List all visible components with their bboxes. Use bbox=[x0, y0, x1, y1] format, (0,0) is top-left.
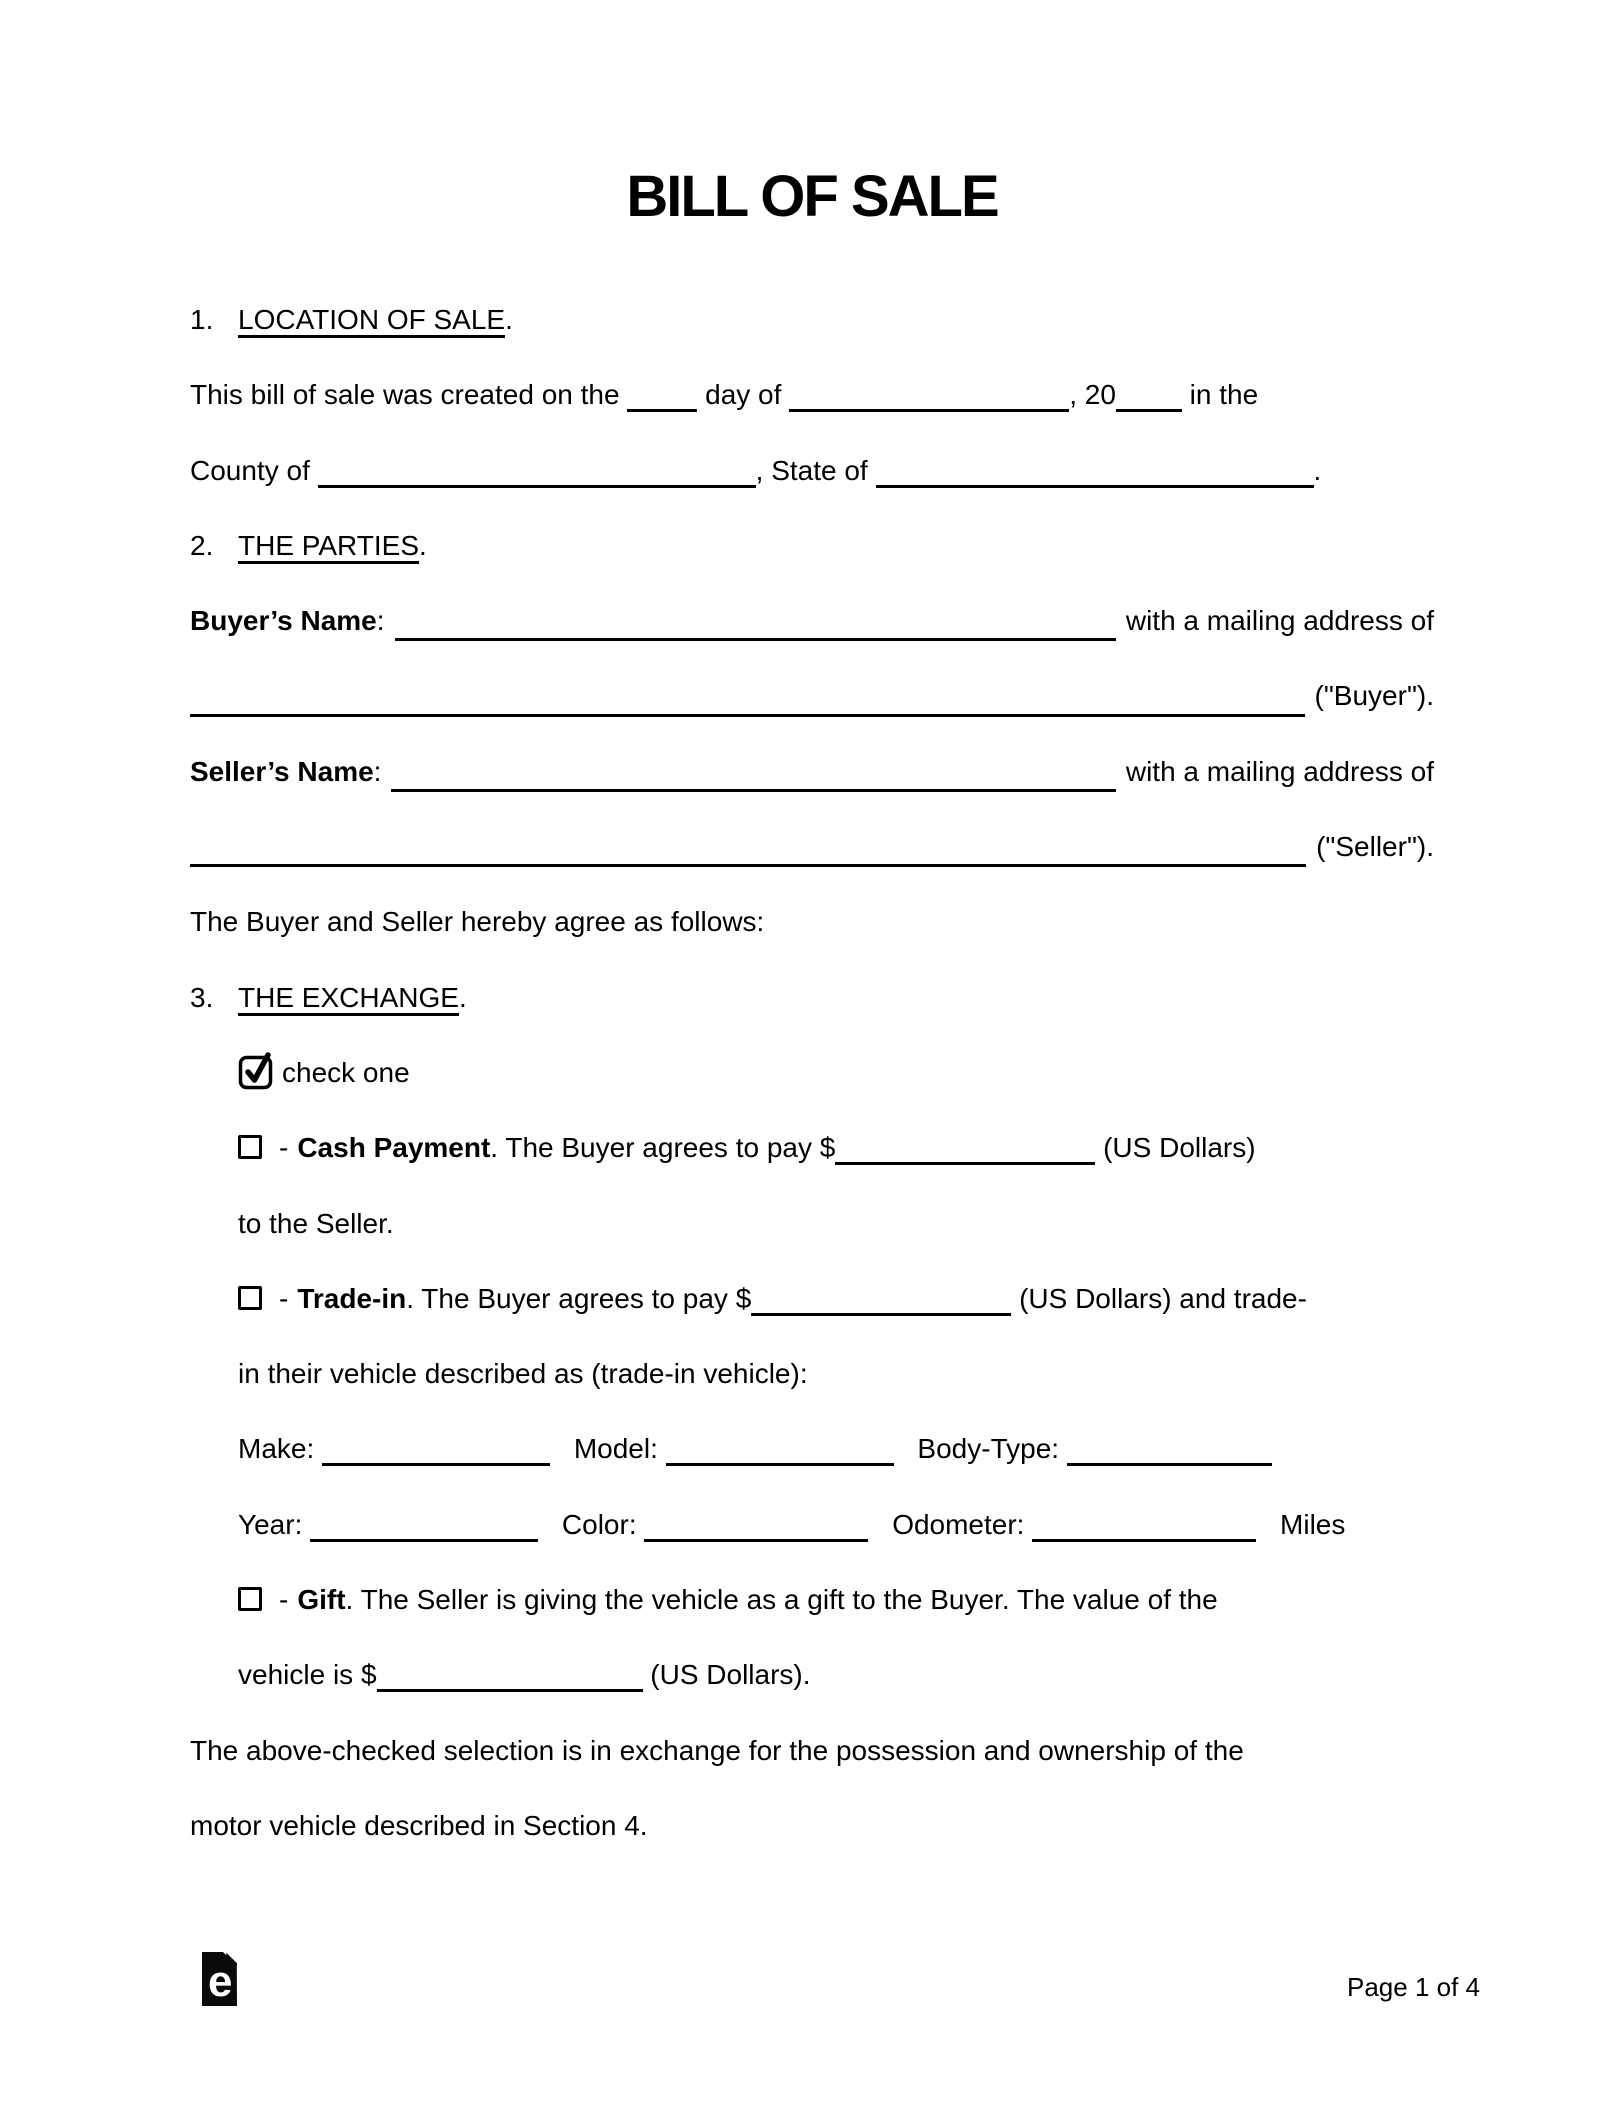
comma-20-text: , 20 bbox=[1069, 379, 1116, 411]
cash-payment-label: Cash Payment bbox=[297, 1132, 491, 1164]
trade-in-vehicle-text: in their vehicle described as (trade-in vehicle): bbox=[238, 1358, 808, 1390]
odometer-blank[interactable] bbox=[1032, 1531, 1256, 1542]
day-blank[interactable] bbox=[627, 401, 697, 412]
gift-after-text: (US Dollars). bbox=[650, 1659, 811, 1691]
make-blank[interactable] bbox=[322, 1455, 550, 1466]
year-label: Year: bbox=[238, 1508, 303, 1540]
created-text: This bill of sale was created on the bbox=[190, 379, 620, 411]
seller-paren-text: ("Seller"). bbox=[1316, 831, 1434, 863]
section-3-heading-text: THE EXCHANGE bbox=[238, 982, 459, 1016]
section-1-heading-text: LOCATION OF SALE bbox=[238, 304, 505, 338]
closing-text-2: motor vehicle described in Section 4. bbox=[190, 1809, 648, 1841]
seller-name-line bbox=[190, 734, 1434, 809]
month-blank[interactable] bbox=[789, 401, 1069, 412]
trade-amount-blank[interactable] bbox=[751, 1305, 1011, 1316]
section-1-number: 1. bbox=[190, 304, 214, 335]
page-number: Page 1 of 4 bbox=[1347, 1972, 1480, 2002]
make-label: Make: bbox=[238, 1433, 315, 1465]
cash-payment-continuation bbox=[190, 1186, 1434, 1261]
odometer-label: Odometer: bbox=[892, 1508, 1025, 1540]
trade-dash: - bbox=[279, 1282, 289, 1314]
buyer-name-colon: : bbox=[376, 605, 385, 637]
trade-in-label: Trade-in bbox=[297, 1282, 407, 1314]
section-1-heading bbox=[190, 282, 1434, 357]
check-one-text: check one bbox=[282, 1056, 410, 1088]
seller-name-blank[interactable] bbox=[391, 789, 1115, 792]
day-of-text: day of bbox=[705, 379, 782, 411]
section-2-heading-period: . bbox=[419, 529, 427, 561]
buyer-paren-text: ("Buyer"). bbox=[1314, 680, 1434, 712]
county-blank[interactable] bbox=[318, 477, 756, 488]
section-2-number: 2. bbox=[190, 529, 214, 561]
sentence-end-period: . bbox=[1313, 454, 1322, 486]
buyer-address-blank[interactable] bbox=[190, 714, 1305, 717]
date-sentence-line bbox=[190, 357, 1434, 432]
closing-line-2 bbox=[190, 1788, 1434, 1863]
trade-in-text: . The Buyer agrees to pay $ bbox=[406, 1282, 752, 1314]
cash-amount-blank[interactable] bbox=[835, 1154, 1095, 1165]
seller-name-colon: : bbox=[373, 755, 382, 787]
section-2-heading-text: THE PARTIES bbox=[238, 530, 419, 564]
trade-in-after: (US Dollars) and trade- bbox=[1019, 1282, 1307, 1314]
in-the-text: in the bbox=[1189, 379, 1259, 411]
seller-mailing-text: with a mailing address of bbox=[1125, 755, 1434, 787]
buyer-name-blank[interactable] bbox=[395, 638, 1116, 641]
cash-payment-text: . The Buyer agrees to pay $ bbox=[490, 1132, 836, 1164]
model-label: Model: bbox=[573, 1433, 658, 1465]
section-3-number: 3. bbox=[190, 981, 214, 1013]
state-blank[interactable] bbox=[876, 477, 1314, 488]
trade-in-line bbox=[190, 1261, 1434, 1336]
body-type-blank[interactable] bbox=[1067, 1455, 1272, 1466]
county-state-line bbox=[190, 433, 1434, 508]
trade-in-continuation bbox=[190, 1336, 1434, 1411]
seller-address-blank[interactable] bbox=[190, 864, 1306, 867]
seller-name-label bbox=[190, 734, 381, 809]
buyer-name-label-bold: Buyer’s Name bbox=[190, 605, 377, 637]
check-one-line bbox=[190, 1035, 1434, 1110]
miles-label: Miles bbox=[1280, 1508, 1346, 1540]
color-blank[interactable] bbox=[644, 1531, 868, 1542]
model-blank[interactable] bbox=[666, 1455, 894, 1466]
closing-line-1 bbox=[190, 1713, 1434, 1788]
buyer-name-line bbox=[190, 583, 1434, 658]
cash-payment-after: (US Dollars) bbox=[1103, 1132, 1256, 1164]
state-of-text: , State of bbox=[755, 454, 868, 486]
section-3-heading-period: . bbox=[458, 981, 467, 1013]
buyer-name-label bbox=[190, 583, 385, 658]
buyer-mailing-text: with a mailing address of bbox=[1125, 605, 1434, 637]
seller-address-line bbox=[190, 809, 1434, 884]
document-body bbox=[190, 282, 1434, 1863]
gift-continuation bbox=[190, 1637, 1434, 1712]
trade-in-checkbox[interactable] bbox=[238, 1286, 262, 1310]
cash-dash: - bbox=[279, 1132, 289, 1164]
logo-letter: e bbox=[208, 1957, 233, 2006]
section-2-heading bbox=[190, 508, 1434, 583]
county-of-text: County of bbox=[190, 454, 310, 486]
vehicle-year-blank[interactable] bbox=[310, 1531, 538, 1542]
gift-value-blank[interactable] bbox=[377, 1681, 643, 1692]
gift-label: Gift bbox=[297, 1584, 346, 1616]
color-label: Color: bbox=[561, 1508, 637, 1540]
checked-checkbox-icon bbox=[238, 1046, 274, 1090]
to-the-seller-text: to the Seller. bbox=[238, 1207, 394, 1239]
gift-text: . The Seller is giving the vehicle as a gift to the Buyer. The value of the bbox=[345, 1584, 1218, 1616]
section-1-heading-period: . bbox=[505, 304, 513, 335]
gift-value-text: vehicle is $ bbox=[238, 1659, 377, 1691]
cash-payment-line bbox=[190, 1110, 1434, 1185]
gift-line bbox=[190, 1562, 1434, 1637]
section-3-heading bbox=[190, 960, 1434, 1035]
document-title: BILL OF SALE bbox=[626, 164, 998, 229]
vehicle-fields-line-2 bbox=[190, 1487, 1434, 1562]
agreement-intro-line bbox=[190, 884, 1434, 959]
buyer-address-line bbox=[190, 658, 1434, 733]
eforms-logo-icon bbox=[202, 1952, 237, 2006]
cash-payment-checkbox[interactable] bbox=[238, 1135, 262, 1159]
gift-dash: - bbox=[279, 1584, 289, 1616]
agreement-intro-text: The Buyer and Seller hereby agree as follows: bbox=[190, 906, 765, 938]
year-blank[interactable] bbox=[1116, 401, 1182, 412]
body-type-label: Body-Type: bbox=[917, 1433, 1060, 1465]
seller-name-label-bold: Seller’s Name bbox=[190, 755, 374, 787]
closing-text-1: The above-checked selection is in exchange for the possession and ownership of the bbox=[190, 1734, 1244, 1766]
vehicle-fields-line-1 bbox=[190, 1411, 1434, 1486]
gift-checkbox[interactable] bbox=[238, 1587, 262, 1611]
